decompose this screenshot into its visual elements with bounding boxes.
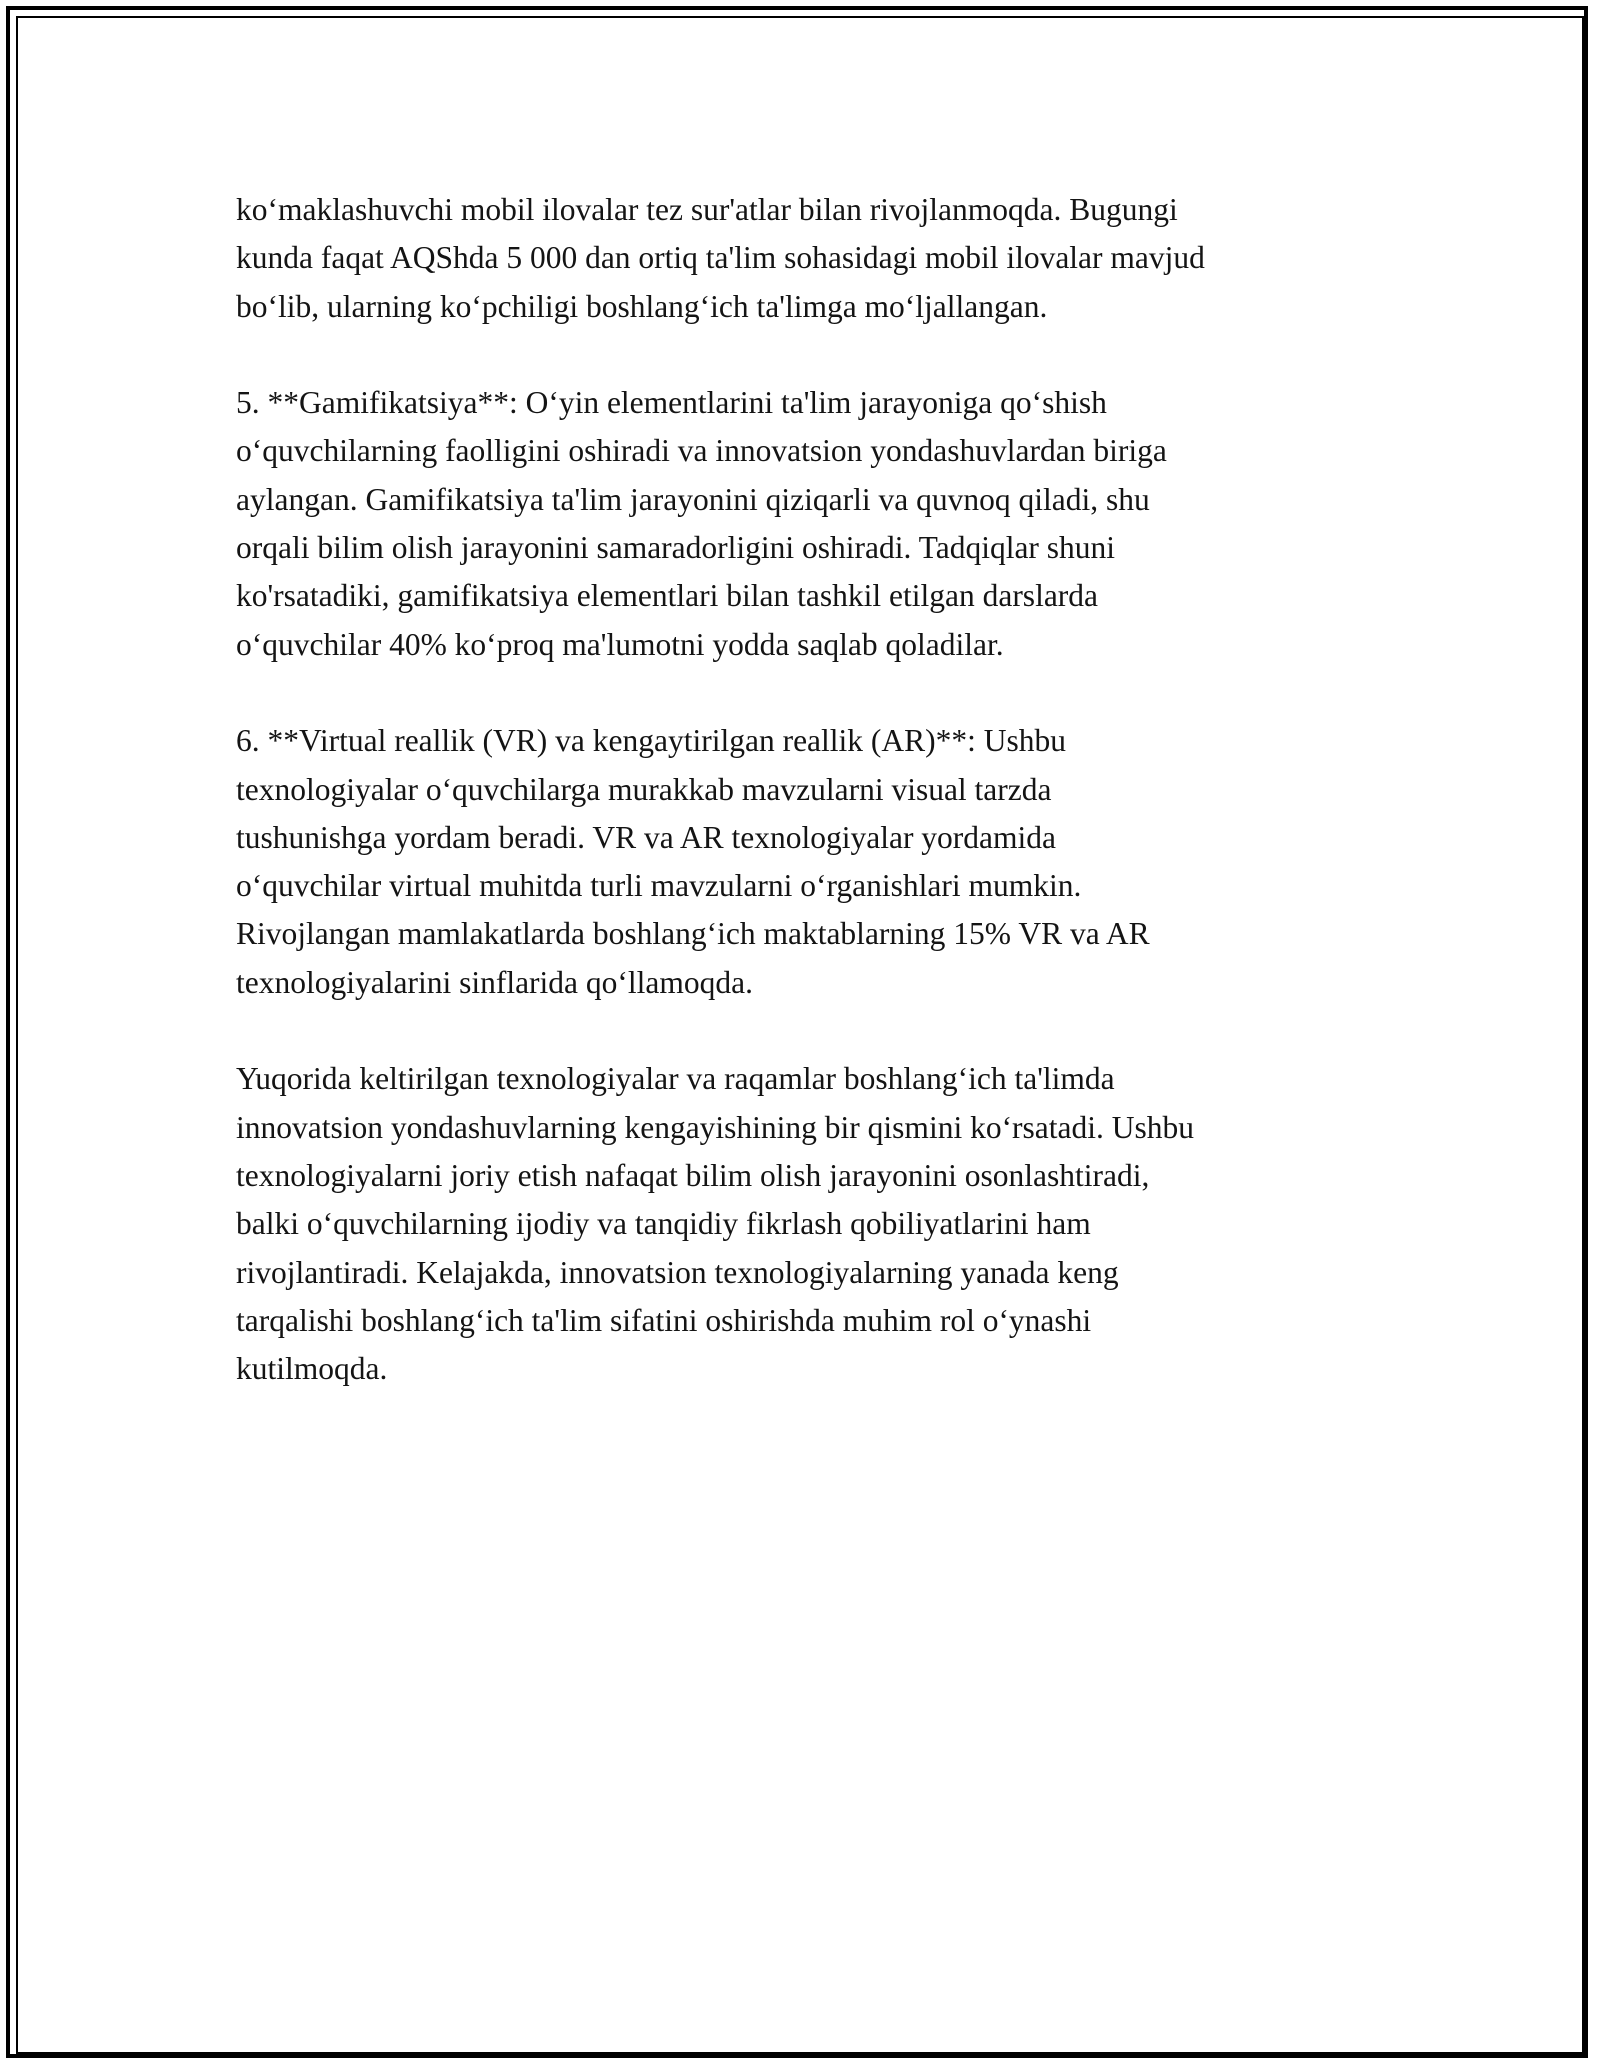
text-line: ko‘maklashuvchi mobil ilovalar tez sur'atlar bilan rivojlanmoqda. Bugungi bbox=[236, 192, 1178, 227]
paragraph-vr-ar bbox=[236, 717, 1386, 1007]
text-line: 6. **Virtual reallik (VR) va kengaytirilgan reallik (AR)**: Ushbu bbox=[236, 723, 1067, 759]
text-line: aylangan. Gamifikatsiya ta'lim jarayonini qiziqarli va quvnoq qiladi, shu bbox=[236, 481, 1150, 517]
text-line: texnologiyalarini sinflarida qo‘llamoqda. bbox=[236, 964, 753, 1000]
text-line: 5. **Gamifikatsiya**: O‘yin elementlarini ta'lim jarayoniga qo‘shish bbox=[236, 385, 1107, 421]
text-line: o‘quvchilar 40% ko‘proq ma'lumotni yodda saqlab qoladilar. bbox=[236, 626, 1004, 662]
text-line: Rivojlangan mamlakatlarda boshlang‘ich maktablarning 15% VR va AR bbox=[236, 916, 1150, 952]
text-line: ko'rsatadiki, gamifikatsiya elementlari bilan tashkil etilgan darslarda bbox=[236, 578, 1099, 614]
paragraph-conclusion bbox=[236, 1055, 1386, 1393]
paragraph-gamification bbox=[236, 379, 1386, 669]
text-line: texnologiyalar o‘quvchilarga murakkab mavzularni visual tarzda bbox=[236, 771, 1052, 807]
text-line: innovatsion yondashuvlarning kengayishining bir qismini ko‘rsatadi. Ushbu bbox=[236, 1109, 1195, 1145]
text-line: texnologiyalarni joriy etish nafaqat bilim olish jarayonini osonlashtiradi, bbox=[236, 1157, 1150, 1193]
text-line: o‘quvchilar virtual muhitda turli mavzularni o‘rganishlari mumkin. bbox=[236, 868, 1082, 904]
text-line: balki o‘quvchilarning ijodiy va tanqidiy fikrlash qobiliyatlarini ham bbox=[236, 1206, 1091, 1242]
text-line: kunda faqat AQShda 5 000 dan ortiq ta'lim sohasidagi mobil ilovalar mavjud bbox=[236, 240, 1205, 276]
text-line: rivojlantiradi. Kelajakda, innovatsion texnologiyalarning yanada keng bbox=[236, 1254, 1119, 1290]
text-line: kutilmoqda. bbox=[236, 1351, 388, 1387]
text-line: orqali bilim olish jarayonini samaradorligini oshiradi. Tadqiqlar shuni bbox=[236, 530, 1116, 566]
text-line: Yuqorida keltirilgan texnologiyalar va raqamlar boshlang‘ich ta'limda bbox=[236, 1061, 1115, 1097]
document-body bbox=[236, 186, 1386, 1393]
text-line: tarqalishi boshlang‘ich ta'lim sifatini oshirishda muhim rol o‘ynashi bbox=[236, 1302, 1092, 1338]
paragraph-mobile-apps bbox=[236, 186, 1386, 331]
text-line: bo‘lib, ularning ko‘pchiligi boshlang‘ich ta'limga mo‘ljallangan. bbox=[236, 288, 1048, 324]
text-line: tushunishga yordam beradi. VR va AR texnologiyalar yordamida bbox=[236, 819, 1057, 855]
text-line: o‘quvchilarning faolligini oshiradi va innovatsion yondashuvlardan biriga bbox=[236, 433, 1167, 469]
